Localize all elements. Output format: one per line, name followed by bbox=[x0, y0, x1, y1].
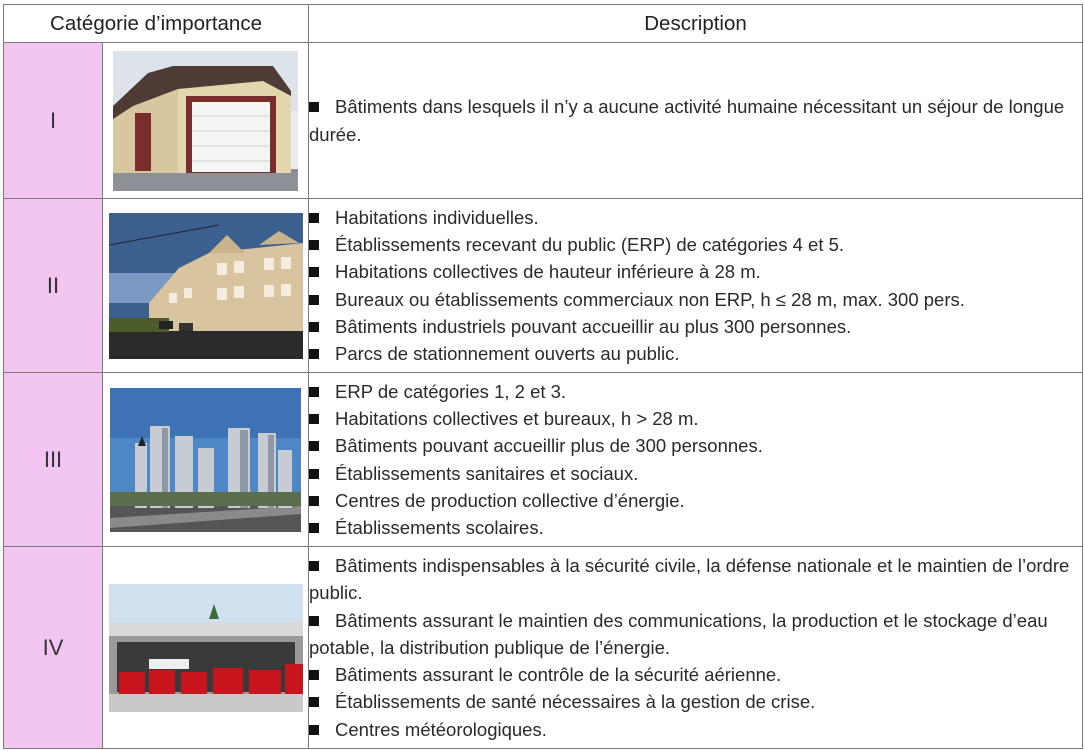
barn-garage-photo bbox=[113, 51, 298, 191]
category-label: IV bbox=[4, 547, 103, 749]
bullet-icon bbox=[309, 523, 319, 533]
importance-category-table bbox=[3, 4, 1083, 749]
description-cell bbox=[309, 373, 1083, 547]
list-item: Bâtiments assurant le maintien des communications, la production et le stockage d’eau potable, la distribution publique de l’énergie. bbox=[309, 609, 1048, 658]
list-item: Établissements scolaires. bbox=[309, 514, 1082, 541]
list-item: Bâtiments indispensables à la sécurité civile, la défense nationale et le maintien de l’ordre public. bbox=[309, 554, 1070, 604]
table-row bbox=[4, 199, 1083, 373]
table-row bbox=[4, 547, 1083, 749]
category-label: III bbox=[4, 373, 103, 547]
category-label: I bbox=[4, 43, 103, 199]
table-row bbox=[4, 43, 1083, 199]
bullet-icon bbox=[309, 469, 319, 479]
photo-cell bbox=[103, 373, 309, 547]
table-header-row bbox=[4, 5, 1083, 43]
list-item: Habitations collectives de hauteur inférieure à 28 m. bbox=[309, 258, 1082, 285]
bullet-icon bbox=[309, 616, 319, 626]
list-item: Bâtiments assurant le contrôle de la sécurité aérienne. bbox=[309, 661, 1082, 688]
bullet-icon bbox=[309, 102, 319, 112]
bullet-icon bbox=[309, 387, 319, 397]
bullet-icon bbox=[309, 240, 319, 250]
list-item: Bâtiments dans lesquels il n’y a aucune activité humaine nécessitant un séjour de longue durée. bbox=[309, 96, 1065, 145]
header-description: Description bbox=[309, 5, 1083, 43]
description-cell bbox=[309, 199, 1083, 373]
bullet-icon bbox=[309, 349, 319, 359]
list-item: Habitations individuelles. bbox=[309, 204, 1082, 231]
list-item: Établissements sanitaires et sociaux. bbox=[309, 460, 1082, 487]
bullet-icon bbox=[309, 496, 319, 506]
description-cell bbox=[309, 547, 1083, 749]
list-item: ERP de catégories 1, 2 et 3. bbox=[309, 378, 1082, 405]
bullet-icon bbox=[309, 561, 319, 571]
list-item: Parcs de stationnement ouverts au public. bbox=[309, 340, 1082, 367]
bullet-icon bbox=[309, 697, 319, 707]
list-item: Habitations collectives et bureaux, h > 28 m. bbox=[309, 405, 1082, 432]
fire-station-photo bbox=[109, 584, 303, 712]
description-list bbox=[309, 204, 1082, 368]
bullet-icon bbox=[309, 414, 319, 424]
list-item: Bâtiments pouvant accueillir plus de 300 personnes. bbox=[309, 432, 1082, 459]
photo-cell bbox=[103, 547, 309, 749]
table-row bbox=[4, 373, 1083, 547]
bullet-icon bbox=[309, 295, 319, 305]
list-item: Bâtiments industriels pouvant accueillir au plus 300 personnes. bbox=[309, 313, 1082, 340]
list-item: Établissements recevant du public (ERP) de catégories 4 et 5. bbox=[309, 231, 1082, 258]
photo-cell bbox=[103, 43, 309, 199]
category-label: II bbox=[4, 199, 103, 373]
description-cell bbox=[309, 43, 1083, 199]
list-item: Bureaux ou établissements commerciaux non ERP, h ≤ 28 m, max. 300 pers. bbox=[309, 286, 1082, 313]
residential-buildings-photo bbox=[109, 213, 303, 359]
bullet-icon bbox=[309, 725, 319, 735]
bullet-icon bbox=[309, 441, 319, 451]
photo-cell bbox=[103, 199, 309, 373]
bullet-icon bbox=[309, 213, 319, 223]
list-item: Centres météorologiques. bbox=[309, 716, 1082, 743]
bullet-icon bbox=[309, 670, 319, 680]
bullet-icon bbox=[309, 267, 319, 277]
list-item: Centres de production collective d’énergie. bbox=[309, 487, 1082, 514]
header-category: Catégorie d’importance bbox=[4, 5, 309, 43]
description-list bbox=[309, 378, 1082, 542]
list-item: Établissements de santé nécessaires à la gestion de crise. bbox=[309, 688, 1082, 715]
bullet-icon bbox=[309, 322, 319, 332]
description-list bbox=[309, 552, 1082, 743]
description-list bbox=[309, 93, 1082, 148]
skyscrapers-photo bbox=[110, 388, 301, 532]
